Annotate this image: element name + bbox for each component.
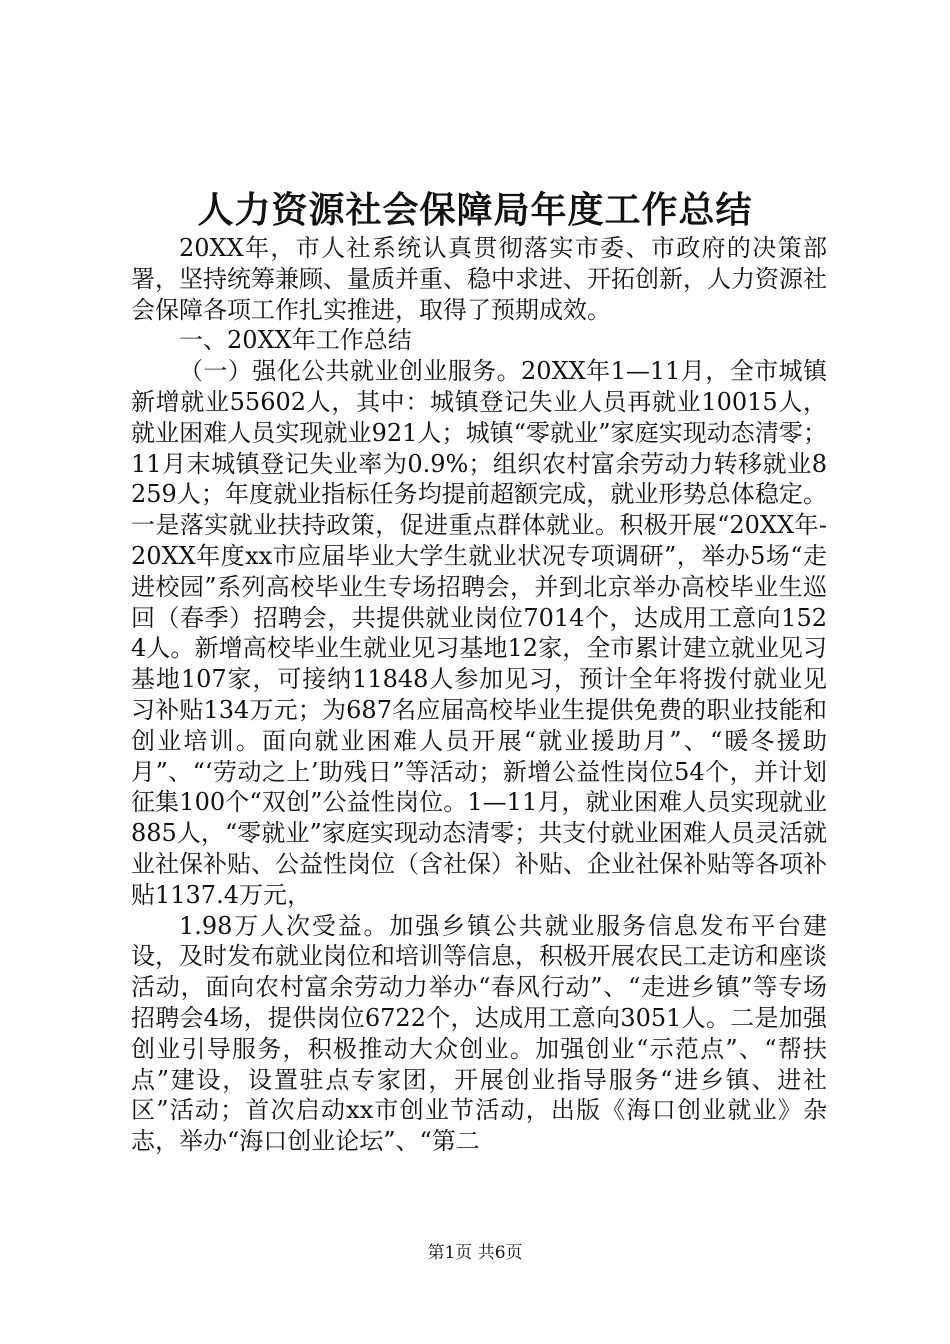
page-footer: 第1页 共6页 [427,1243,523,1263]
document-title: 人力资源社会保障局年度工作总结 [197,189,753,231]
paragraph-employment: （一）强化公共就业创业服务。20XX年1—11月，全市城镇新增就业55602人，其中：城镇登记失业人员再就业10015人，就业困难人员实现就业921人；城镇“零就业”家庭实现动态清零；11月末城镇登记失业率为0.9%；组织农村富余劳动力转移就业8259人；年度就业指标任务均提前超额完成，就业形势总体稳定。一是落实就业扶持政策，促进重点群体就业。积极开展“20XX年-20XX年度xx市应届毕业大学生就业状况专项调研”，举办5场“走进校园”系列高校毕业生专场招聘会，并到北京举办高校毕业生巡回（春季）招聘会，共提供就业岗位7014个，达成用工意向1524人。新增高校毕业生就业见习基地12家，全市累计建立就业见习基地107家，可接纳11848人参加见习，预计全年将拨付就业见习补贴134万元；为687名应届高校毕业生提供免费的职业技能和创业培训。面向就业困难人员开展“就业援助月”、“暖冬援助月”、“‘劳动之上’助残日”等活动；新增公益性岗位54个，并计划征集100个“双创”公益性岗位。1—11月，就业困难人员实现就业885人，“零就业”家庭实现动态清零；共支付就业困难人员灵活就业社保补贴、公益性岗位（含社保）补贴、企业社保补贴等各项补贴1137.4万元， [131,357,827,909]
paragraph-intro: 20XX年，市人社系统认真贯彻落实市委、市政府的决策部署，坚持统筹兼顾、量质并重、稳中求进、开拓创新，人力资源社会保障各项工作扎实推进，取得了预期成效。 [131,234,827,324]
section-heading: 一、20XX年工作总结 [179,326,412,355]
paragraph-continuation: 1.98万人次受益。加强乡镇公共就业服务信息发布平台建设，及时发布就业岗位和培训等信息，积极开展农民工走访和座谈活动，面向农村富余劳动力举办“春风行动”、“走进乡镇”等专场招聘会4场，提供岗位6722个，达成用工意向3051人。二是加强创业引导服务，积极推动大众创业。加强创业“示范点”、“帮扶点”建设，设置驻点专家团，开展创业指导服务“进乡镇、进社区”活动；首次启动xx市创业节活动，出版《海口创业就业》杂志，举办“海口创业论坛”、“第二 [131,911,827,1156]
document-body [131,233,827,1157]
